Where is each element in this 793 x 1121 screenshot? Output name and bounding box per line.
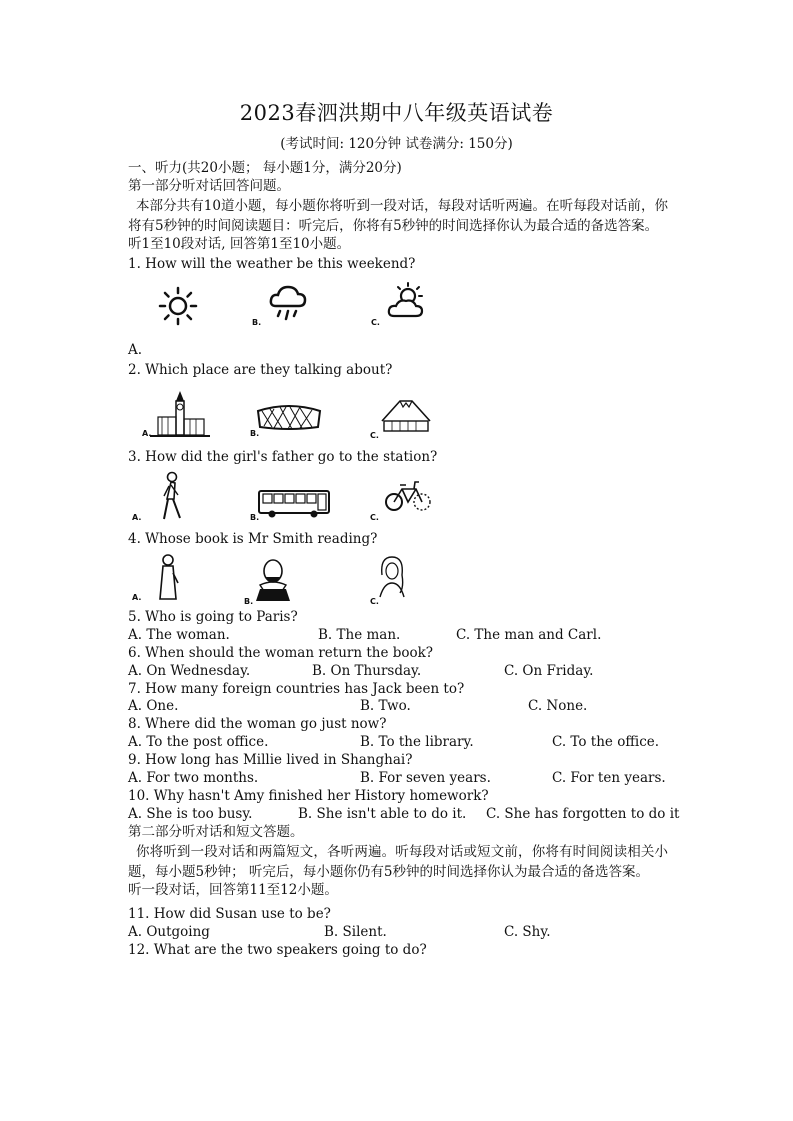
answer-options xyxy=(128,627,668,645)
answer-option[interactable]: C. Shy. xyxy=(504,923,551,940)
question-text: 8. Where did the woman go just now? xyxy=(128,716,387,733)
question-2: 2. Which place are they talking about? xyxy=(128,361,393,378)
exam-content xyxy=(128,160,680,960)
question-3: 3. How did the girl's father go to the station? xyxy=(128,449,438,466)
answer-option[interactable]: A. The woman. xyxy=(128,626,230,643)
option-label: C. xyxy=(371,317,380,327)
shakespeare-portrait-icon xyxy=(252,555,294,601)
big-ben-icon xyxy=(150,391,210,439)
birds-nest-stadium-icon xyxy=(256,401,322,431)
answer-options xyxy=(128,698,668,716)
sun-icon xyxy=(158,286,198,326)
part2-instructions: 你将听到一段对话和两篇短文，各听两遍。听每段对话或短文前，你将有时间阅读相关小题，每小题5秒钟； 听完后，每小题你仍有5秒钟的时间选择你认为最合适的备选答案。 xyxy=(128,843,668,880)
answer-options xyxy=(128,770,668,788)
question-text: 7. How many foreign countries has Jack been to? xyxy=(128,680,465,697)
option-label: B. xyxy=(250,429,260,439)
answer-option[interactable]: B. The man. xyxy=(318,626,401,643)
answer-option[interactable]: A. To the post office. xyxy=(128,734,269,751)
answer-option[interactable]: A. She is too busy. xyxy=(128,805,253,822)
part2-questions xyxy=(128,906,668,960)
question-1-pictures xyxy=(128,278,668,342)
answer-option[interactable]: C. The man and Carl. xyxy=(456,626,602,643)
answer-options xyxy=(128,663,668,681)
answer-option[interactable]: B. She isn't able to do it. xyxy=(298,805,467,822)
exam-info: (考试时间: 120分钟 试卷满分: 150分) xyxy=(280,136,513,152)
question-text: 10. Why hasn't Amy finished her History homework? xyxy=(128,788,489,805)
answer-option[interactable]: B. For seven years. xyxy=(360,770,491,787)
walking-man-icon xyxy=(156,471,186,523)
option-label: B. xyxy=(250,513,260,523)
option-label: C. xyxy=(370,597,379,606)
answer-option[interactable]: C. On Friday. xyxy=(504,662,594,679)
listening-section-title: 一、听力(共20小题； 每小题1分，满分20分) xyxy=(128,160,402,176)
answer-options xyxy=(128,734,668,752)
text-questions xyxy=(128,609,680,824)
question-text: 12. What are the two speakers going to do? xyxy=(128,941,427,958)
answer-option[interactable]: C. She has forgotten to do it xyxy=(486,805,680,822)
option-label: B. xyxy=(244,597,254,606)
question-text: 6. When should the woman return the book? xyxy=(128,644,434,661)
answer-option[interactable]: C. To the office. xyxy=(552,734,660,751)
question-text: 11. How did Susan use to be? xyxy=(128,906,331,922)
rain-cloud-icon xyxy=(268,282,308,326)
question-text: 9. How long has Millie lived in Shanghai? xyxy=(128,752,413,769)
page-title: 2023春泗洪期中八年级英语试卷 xyxy=(239,101,554,125)
answer-options xyxy=(128,805,680,824)
answer-option[interactable]: B. Two. xyxy=(360,698,411,715)
question-text: 5. Who is going to Paris? xyxy=(128,609,298,625)
option-label: B. xyxy=(252,317,262,327)
question-3-pictures xyxy=(128,471,668,529)
question-4: 4. Whose book is Mr Smith reading? xyxy=(128,531,378,548)
part1-instructions: 本部分共有10道小题，每小题你将听到一段对话，每段对话听两遍。在听每段对话前，你将有5秒钟的时间阅读题目：听完后，你将有5秒钟的时间选择你认为最合适的备选答案。 xyxy=(128,197,668,234)
answer-option[interactable]: B. Silent. xyxy=(324,923,387,940)
lu-xun-portrait-icon xyxy=(154,553,182,603)
part2-title: 第二部分听对话和短文答题。 xyxy=(128,823,304,840)
option-label: C. xyxy=(370,431,379,441)
bus-icon xyxy=(258,489,330,519)
part1-title: 第一部分听对话回答问题。 xyxy=(128,177,290,194)
answer-option[interactable]: A. On Wednesday. xyxy=(128,662,251,679)
answer-option[interactable]: A. For two months. xyxy=(128,770,259,787)
bicycle-icon xyxy=(384,477,432,513)
sun-cloud-icon xyxy=(386,282,426,322)
woman-portrait-icon xyxy=(374,553,408,599)
answer-option[interactable]: C. For ten years. xyxy=(552,770,666,787)
option-label: C. xyxy=(370,513,379,523)
answer-option[interactable]: B. To the library. xyxy=(360,734,474,751)
part1-lead: 听1至10段对话, 回答第1至10小题。 xyxy=(128,236,351,253)
answer-options xyxy=(128,924,668,942)
option-label: A. xyxy=(132,593,142,602)
part2-lead: 听一段对话，回答第11至12小题。 xyxy=(128,882,338,899)
question-4-pictures xyxy=(128,553,668,609)
option-label: A. xyxy=(132,513,142,523)
answer-option[interactable]: B. On Thursday. xyxy=(312,662,422,679)
answer-option[interactable]: C. None. xyxy=(528,698,588,715)
question-2-pictures xyxy=(128,383,668,447)
mount-fuji-icon xyxy=(378,395,434,435)
option-label: A. xyxy=(142,429,152,439)
question-1: 1. How will the weather be this weekend? xyxy=(128,255,416,272)
answer-option[interactable]: A. One. xyxy=(128,698,179,715)
option-label: A. xyxy=(128,341,143,358)
answer-option[interactable]: A. Outgoing xyxy=(128,923,210,940)
